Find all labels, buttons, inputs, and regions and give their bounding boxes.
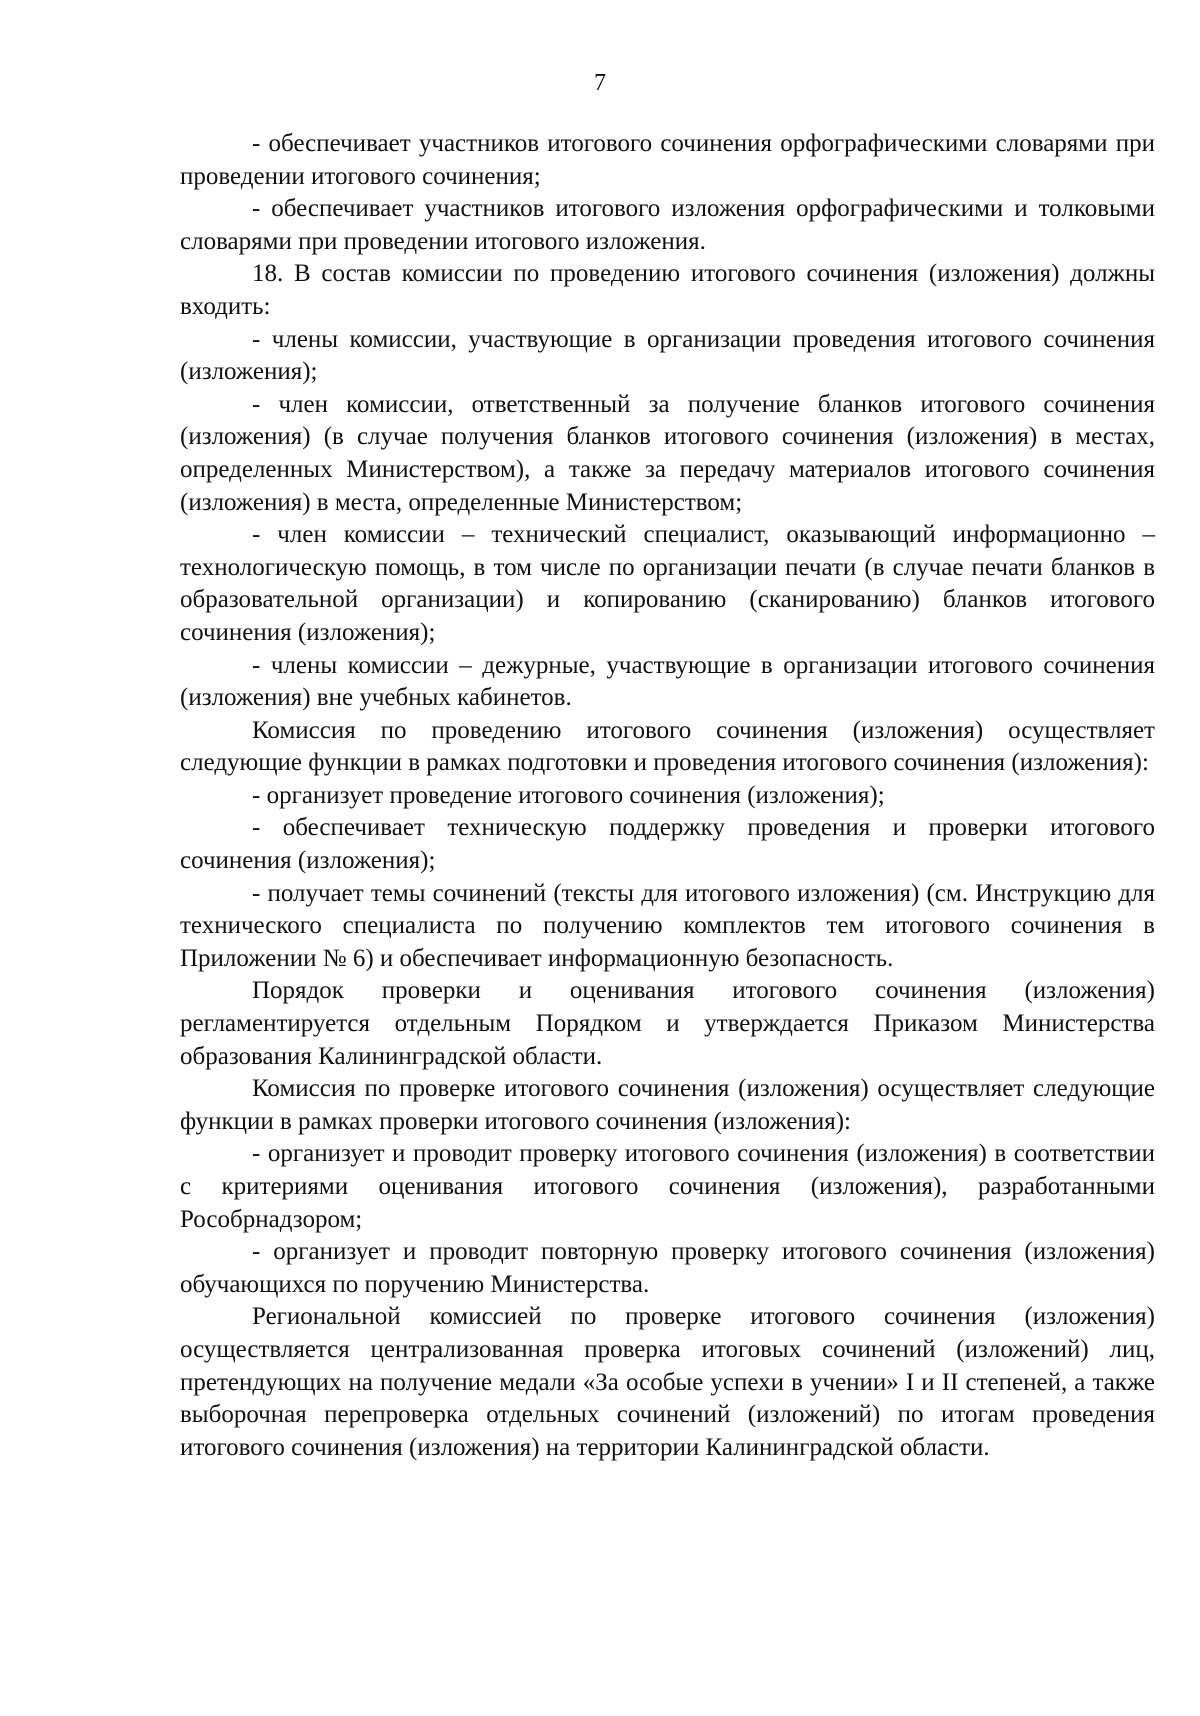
paragraph: - обеспечивает участников итогового сочинения орфографическими словарями при проведении итогового сочинения; — [180, 130, 1155, 190]
paragraph: - организует и проводит повторную проверку итогового сочинения (изложения) обучающихся по поручению Министерства. — [180, 1238, 1155, 1298]
paragraph: - обеспечивает участников итогового изложения орфографическими и толковыми словарями при проведении итогового изложения. — [180, 195, 1155, 255]
paragraph: - член комиссии, ответственный за получение бланков итогового сочинения (изложения) (в случае получения бланков итогового сочинения (изложения) в местах, определенных Министерством), а также за передачу материалов итогового сочинения (изложения) в места, определенные Министерством; — [180, 390, 1155, 516]
paragraph: Комиссия по проверке итогового сочинения (изложения) осуществляет следующие функции в рамках проверки итогового сочинения (изложения): — [180, 1075, 1155, 1135]
paragraph: Порядок проверки и оценивания итогового сочинения (изложения) регламентируется отдельным Порядком и утверждается Приказом Министерства образования Калининградской области. — [180, 977, 1155, 1070]
paragraph: - организует и проводит проверку итогового сочинения (изложения) в соответствии с критериями оценивания итогового сочинения (изложения), разработанными Рособрнадзором; — [180, 1140, 1155, 1233]
paragraph: 18. В состав комиссии по проведению итогового сочинения (изложения) должны входить: — [180, 260, 1155, 320]
paragraph: - организует проведение итогового сочинения (изложения); — [252, 781, 885, 809]
paragraph: Комиссия по проведению итогового сочинения (изложения) осуществляет следующие функции в рамках подготовки и проведения итогового сочинения (изложения): — [180, 716, 1155, 777]
document-body — [180, 128, 1155, 1464]
paragraph: - обеспечивает техническую поддержку проведения и проверки итогового сочинения (изложения); — [180, 814, 1155, 875]
paragraph: - получает темы сочинений (тексты для итогового изложения) (см. Инструкцию для технического специалиста по получению комплектов тем итогового сочинения в Приложении № 6) и обеспечивает информационную безопасность. — [180, 879, 1155, 972]
paragraph: - члены комиссии – дежурные, участвующие в организации итогового сочинения (изложения) вне учебных кабинетов. — [180, 651, 1155, 712]
paragraph: Региональной комиссией по проверке итогового сочинения (изложения) осуществляется централизованная проверка итоговых сочинений (изложений) лиц, претендующих на получение медали «За особые успехи в учении» I и II степеней, а также выборочная перепроверка отдельных сочинений (изложений) по итогам проведения итогового сочинения (изложения) на территории Калининградской области. — [180, 1303, 1155, 1461]
paragraph: - член комиссии – технический специалист, оказывающий информационно – технологическую помощь, в том числе по организации печати (в случае печати бланков в образовательной организации) и копированию (сканированию) бланков итогового сочинения (изложения); — [180, 521, 1155, 646]
page-number: 7 — [594, 70, 606, 96]
paragraph: - члены комиссии, участвующие в организации проведения итогового сочинения (изложения); — [180, 325, 1155, 386]
